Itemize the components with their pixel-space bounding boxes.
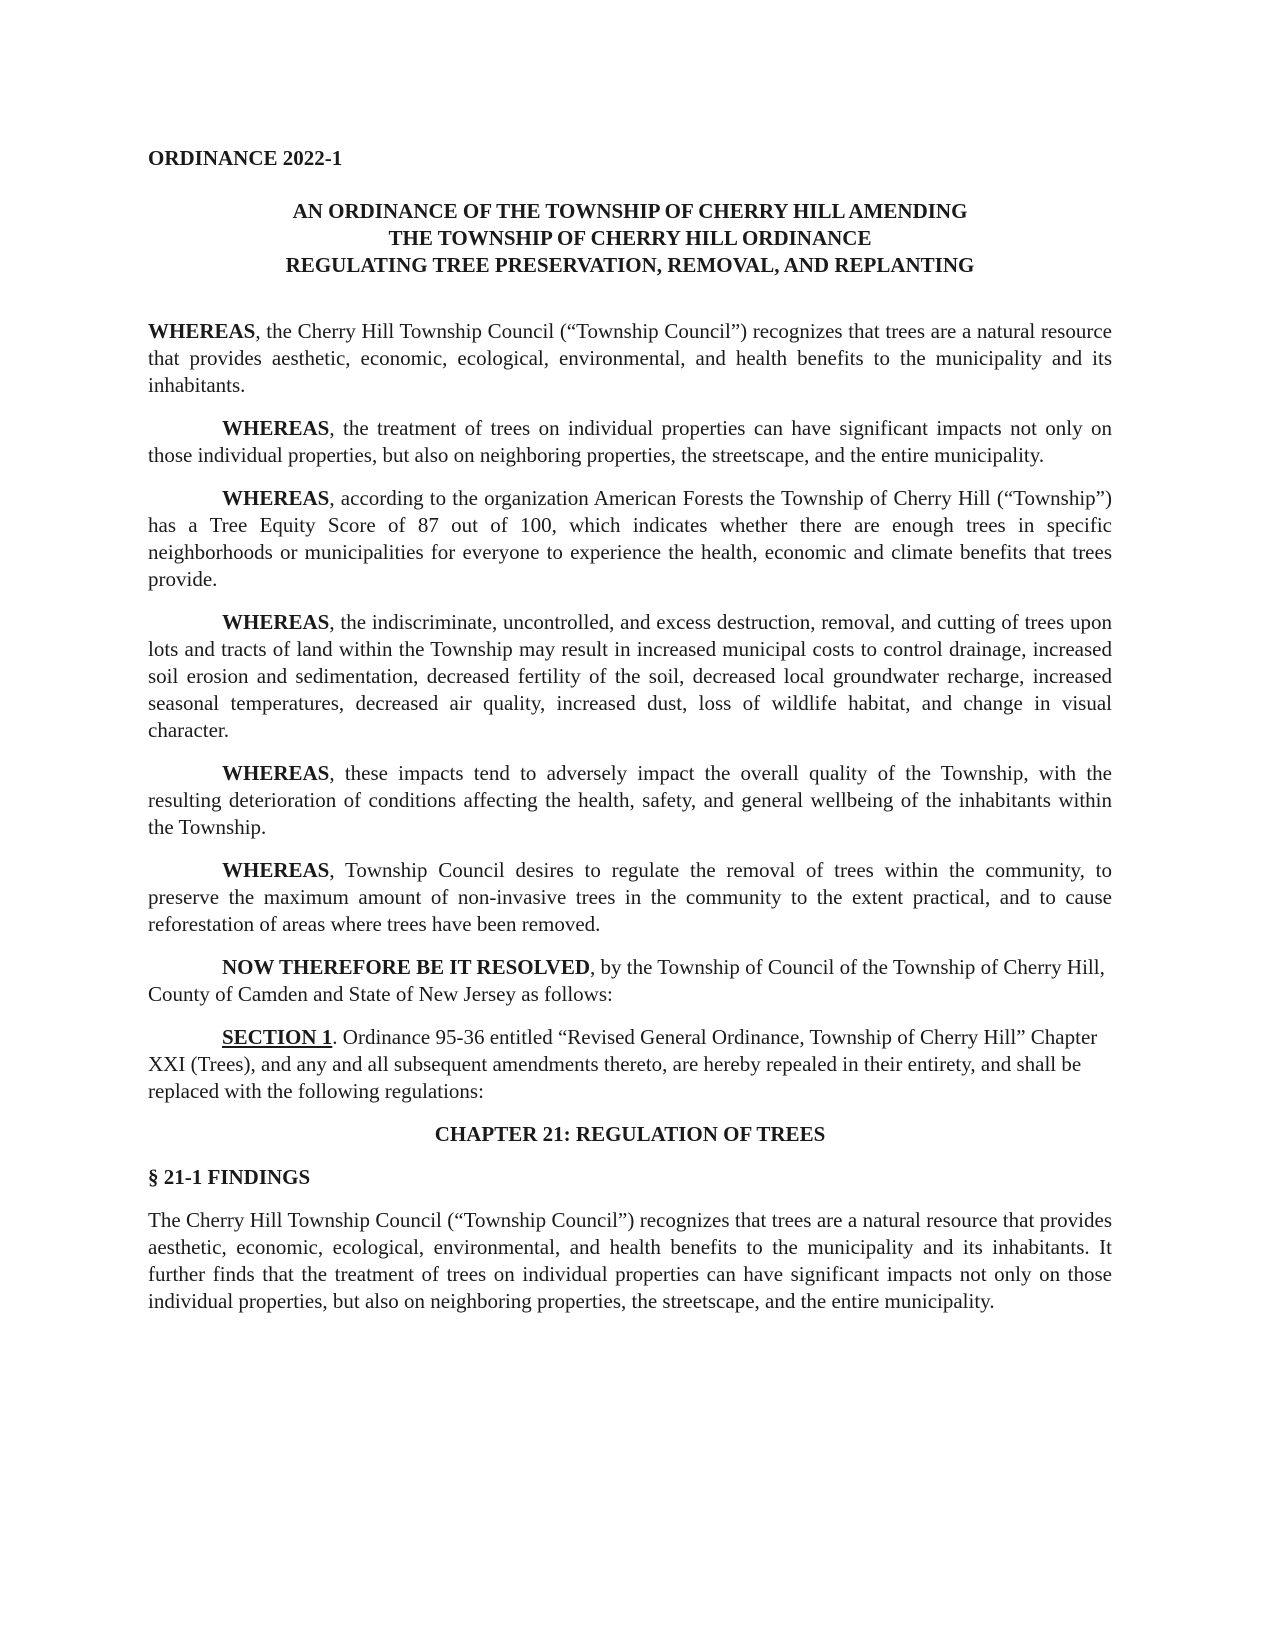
title-line: AN ORDINANCE OF THE TOWNSHIP OF CHERRY HILL AMENDING — [292, 199, 968, 223]
whereas-clause-4 — [148, 609, 1112, 744]
whereas-clause-5 — [148, 760, 1112, 841]
resolved-label: NOW THEREFORE BE IT RESOLVED — [222, 955, 591, 979]
whereas-text: , these impacts tend to adversely impact the overall quality of the Township, with the resulting deterioration of conditions affecting the health, safety, and general wellbeing of the inhabitants within the Township. — [148, 761, 1112, 839]
whereas-clause-3 — [148, 485, 1112, 593]
whereas-label: WHEREAS — [222, 610, 330, 634]
chapter-heading: CHAPTER 21: REGULATION OF TREES — [434, 1122, 826, 1146]
resolution-clause — [148, 954, 1112, 1008]
whereas-clause-1 — [148, 318, 1112, 399]
whereas-clause-6 — [148, 857, 1112, 938]
whereas-text: , the Cherry Hill Township Council (“Township Council”) recognizes that trees are a natural resource that provides aesthetic, economic, ecological, environmental, and health benefits to the municipality and its inhabitants. — [148, 319, 1112, 397]
whereas-label: WHEREAS — [148, 319, 256, 343]
section-1-clause — [148, 1024, 1112, 1105]
whereas-label: WHEREAS — [222, 761, 330, 785]
ordinance-number: ORDINANCE 2022-1 — [148, 146, 343, 170]
whereas-label: WHEREAS — [222, 486, 330, 510]
whereas-text: , according to the organization American Forests the Township of Cherry Hill (“Township”) has a Tree Equity Score of 87 out of 100, which indicates whether there are enough trees in specific neighborhoods or municipalities for everyone to experience the health, economic and climate benefits that trees provide. — [148, 486, 1112, 591]
whereas-text: , the indiscriminate, uncontrolled, and excess destruction, removal, and cutting of trees upon lots and tracts of land within the Township may result in increased municipal costs to control drainage, increased soil erosion and sedimentation, decreased fertility of the soil, decreased local groundwater recharge, increased seasonal temperatures, decreased air quality, increased dust, loss of wildlife habitat, and change in visual character. — [148, 610, 1112, 742]
title-line: REGULATING TREE PRESERVATION, REMOVAL, AND REPLANTING — [285, 253, 975, 277]
whereas-label: WHEREAS — [222, 416, 330, 440]
resolved-text: , by the Township of Council of the Township of Cherry Hill, County of Camden and State of New Jersey as follows: — [148, 955, 1105, 1006]
whereas-text: , the treatment of trees on individual properties can have significant impacts not only on those individual properties, but also on neighboring properties, the streetscape, and the entire municipality. — [148, 416, 1112, 467]
whereas-clause-2 — [148, 415, 1112, 469]
ordinance-body — [148, 318, 1112, 1331]
whereas-label: WHEREAS — [222, 858, 330, 882]
whereas-text: , Township Council desires to regulate the removal of trees within the community, to preserve the maximum amount of non-invasive trees in the community to the extent practical, and to cause reforestation of areas where trees have been removed. — [148, 858, 1112, 936]
findings-heading: § 21-1 FINDINGS — [148, 1165, 311, 1189]
section-text: . Ordinance 95-36 entitled “Revised General Ordinance, Township of Cherry Hill” Chapter XXI (Trees), and any and all subsequent amendments thereto, are hereby repealed in their entirety, and shall be replaced with the following regulations: — [148, 1025, 1098, 1103]
ordinance-title — [148, 198, 1112, 279]
findings-text: The Cherry Hill Township Council (“Township Council”) recognizes that trees are a natural resource that provides aesthetic, economic, ecological, environmental, and health benefits to the municipality and its inhabitants. It further finds that the treatment of trees on individual properties can have significant impacts not only on those individual properties, but also on neighboring properties, the streetscape, and the entire municipality. — [148, 1208, 1112, 1313]
section-label: SECTION 1 — [222, 1025, 333, 1049]
title-line: THE TOWNSHIP OF CHERRY HILL ORDINANCE — [388, 226, 872, 250]
